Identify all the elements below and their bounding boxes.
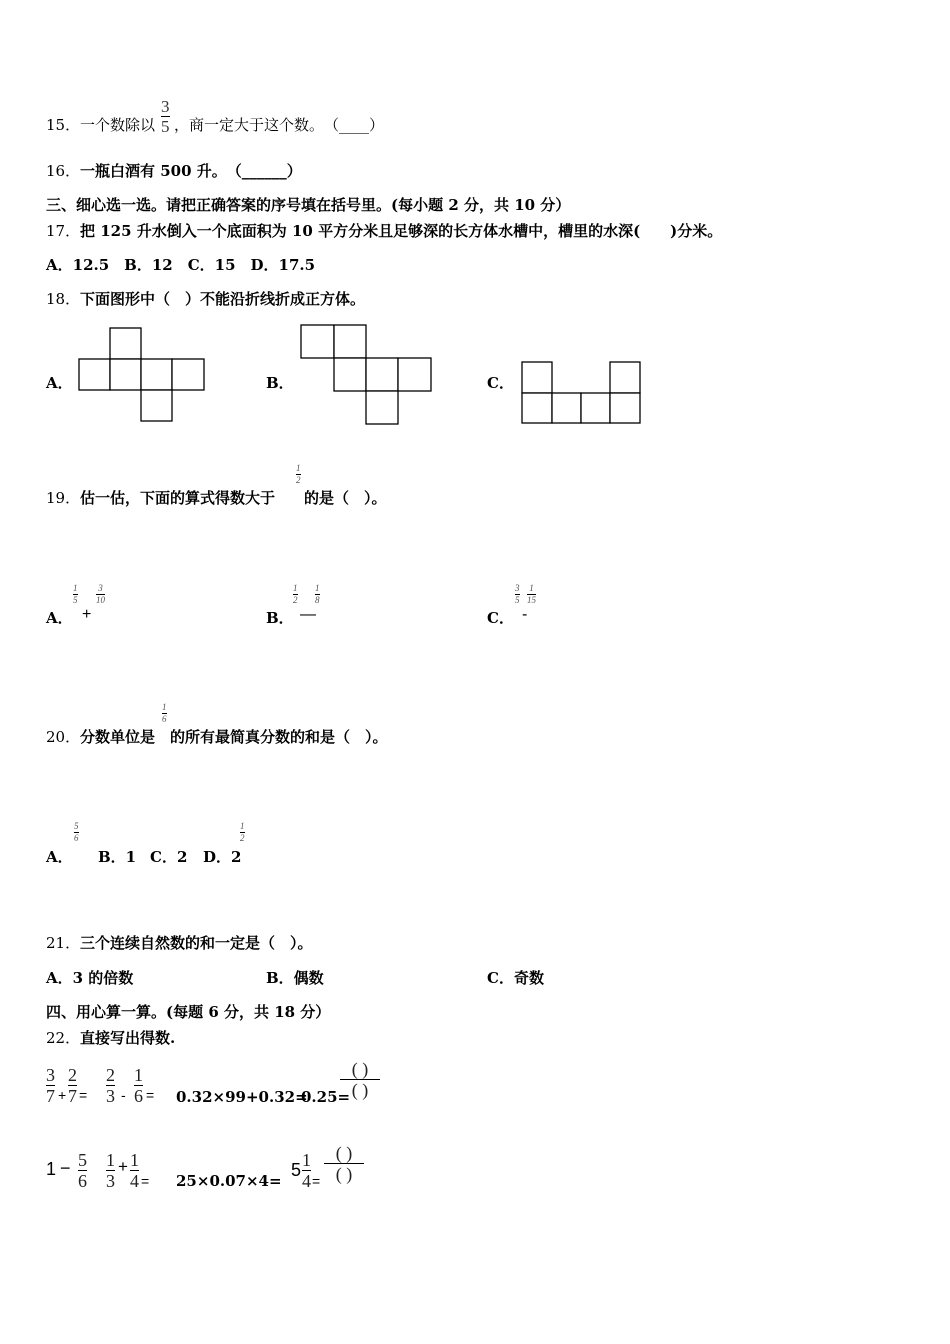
option-b: B．偶数: [266, 969, 324, 987]
fraction: 1 8: [315, 583, 320, 605]
fraction: 1 6: [134, 1065, 143, 1106]
question-text: 三个连续自然数的和一定是（ ）。: [80, 934, 313, 952]
fraction: 1 2: [293, 583, 298, 605]
question-number: 20．: [46, 728, 81, 746]
fraction: 2 7: [68, 1065, 77, 1106]
option-label-b: B．: [266, 374, 294, 392]
question-text: ，商一定大于这个数。 （____）: [174, 116, 385, 134]
question-text: 下面图形中（ ）不能沿折线折成正方体。: [80, 290, 366, 308]
option-label-a: A．: [46, 609, 73, 627]
equals: =: [146, 1087, 155, 1103]
question-number: 22．: [46, 1029, 81, 1047]
operator: −: [60, 1158, 71, 1178]
fraction: 1 3: [106, 1150, 115, 1191]
question-text: 估一估，下面的算式得数大于: [80, 489, 276, 507]
fraction: 1 5: [73, 583, 78, 605]
fraction: 3 10: [96, 583, 105, 605]
question-text: 把 125 升水倒入一个底面积为 10 平方分米且足够深的长方体水槽中，槽里的水深( )分米。: [80, 222, 723, 240]
question-number: 18．: [46, 290, 81, 308]
blank-fraction: ( ) ( ): [340, 1060, 380, 1099]
answer-options: A．12.5 B．12 C．15 D．17.5: [46, 256, 316, 274]
fraction: 1 6: [162, 702, 167, 724]
fraction: 5 6: [78, 1150, 87, 1191]
equals: =: [312, 1173, 321, 1189]
option-label-b: B．: [266, 609, 294, 627]
question-text: 直接写出得数.: [80, 1029, 176, 1047]
whole-number: 5: [291, 1160, 302, 1180]
question-text: 的所有最简真分数的和是（ ）。: [170, 728, 388, 746]
fraction: 5 6: [74, 821, 79, 843]
operator: +: [58, 1087, 67, 1103]
option-label-a: A．: [46, 848, 73, 866]
expression: 0.32×99+0.32=: [176, 1088, 308, 1106]
operator: —: [300, 606, 316, 623]
question-text: 一瓶白酒有 500 升。 （______）: [80, 162, 302, 180]
cube-net-a: [78, 328, 208, 424]
question-number: 21．: [46, 934, 81, 952]
option-a: A．3 的倍数: [46, 969, 134, 987]
operator: +: [118, 1157, 128, 1176]
question-text: 的是（ ）。: [304, 489, 387, 507]
fraction: 1 15: [527, 583, 536, 605]
section-heading: 三、细心选一选。请把正确答案的序号填在括号里。(每小题 2 分，共 10 分）: [46, 196, 571, 214]
expression: 0.25=: [301, 1088, 351, 1106]
equals: =: [141, 1173, 150, 1189]
question-text: 分数单位是: [80, 728, 156, 746]
question-number: 16．: [46, 162, 81, 180]
question-number: 19．: [46, 489, 81, 507]
fraction: 1 2: [240, 821, 245, 843]
blank-fraction: ( ) ( ): [324, 1144, 364, 1183]
option-label-a: A．: [46, 374, 73, 392]
operator: -: [522, 606, 528, 623]
number: 1: [46, 1159, 57, 1179]
equals: =: [79, 1087, 88, 1103]
fraction: 3 5: [161, 97, 170, 136]
option-label-c: C．: [487, 374, 514, 392]
fraction: 1 2: [296, 463, 301, 485]
option-label-c: C．: [487, 609, 514, 627]
fraction: 3 5: [515, 583, 520, 605]
section-heading: 四、用心算一算。(每题 6 分，共 18 分）: [46, 1003, 331, 1021]
question-number: 15．: [46, 116, 81, 134]
question-text: 一个数除以: [80, 116, 156, 134]
cube-net-c: [521, 361, 643, 425]
option-c: C．奇数: [487, 969, 544, 987]
expression: 25×0.07×4=: [176, 1172, 282, 1190]
fraction: 1 4: [130, 1150, 139, 1191]
fraction: 2 3: [106, 1065, 115, 1106]
question-number: 17．: [46, 222, 81, 240]
fraction: 3 7: [46, 1065, 55, 1106]
option-b: B．1: [98, 848, 137, 866]
option-d: D．2: [203, 848, 242, 866]
operator: +: [82, 606, 92, 623]
cube-net-b: [300, 324, 434, 426]
fraction: 1 4: [302, 1150, 311, 1191]
operator: -: [121, 1087, 126, 1103]
option-c: C．2: [150, 848, 188, 866]
